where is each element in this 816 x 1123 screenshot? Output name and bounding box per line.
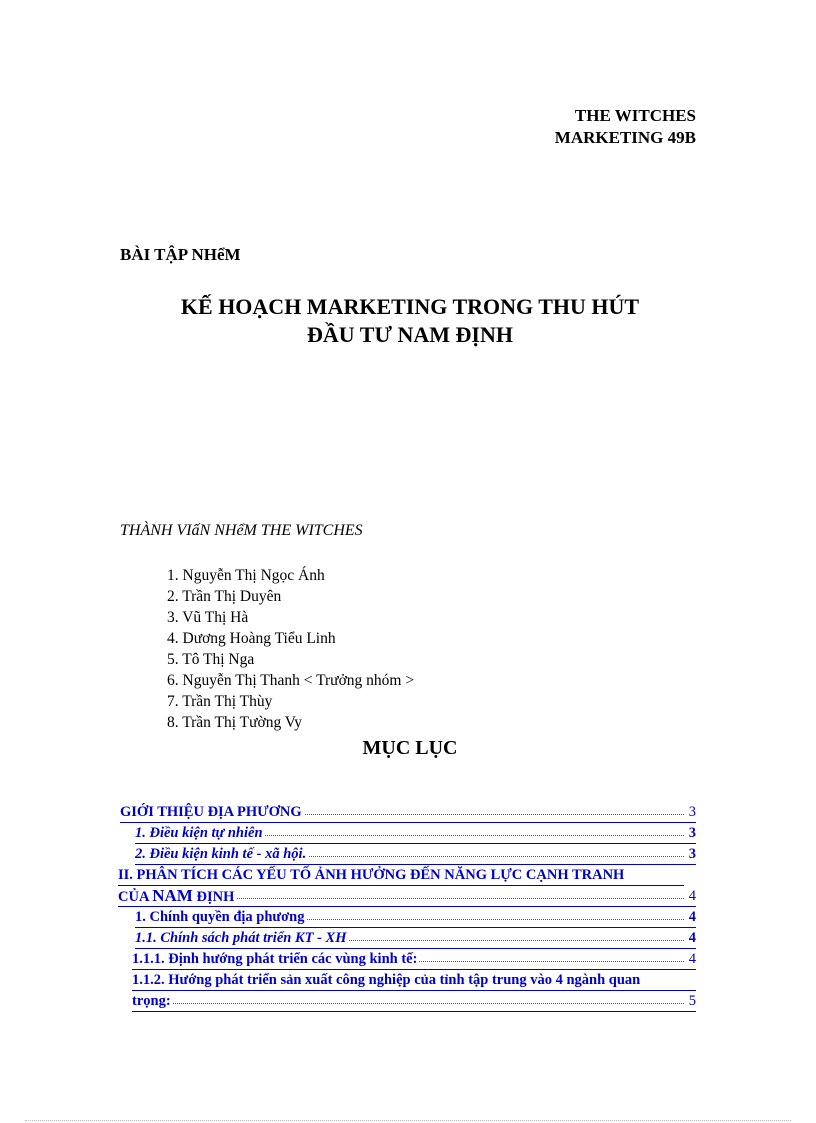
members-list (167, 565, 414, 733)
toc-page-number: 3 (685, 823, 696, 843)
member-item: 7. Trần Thị Thùy (167, 693, 273, 710)
toc-entry-label: 2. Điều kiện kinh tế - xã hội. (135, 846, 307, 862)
toc-page-number: 5 (685, 991, 696, 1011)
class-name: MARKETING 49B (554, 128, 696, 147)
toc-entry-label: 1. Chính quyền địa phương (135, 909, 305, 925)
toc-page-number: 4 (685, 907, 696, 927)
toc-link-huong-phat-trien-cont[interactable] (132, 991, 696, 1012)
toc-page-number: 4 (685, 928, 696, 948)
member-item: 4. Dương Hoàng Tiểu Linh (167, 630, 336, 647)
document-type: BÀI TẬP NHểM (120, 245, 241, 264)
toc-leader-dots (132, 1003, 696, 1004)
toc-link-chinh-sach[interactable] (135, 928, 696, 949)
toc-link-cua-nam-dinh[interactable] (118, 886, 696, 907)
toc-entry-label: CỦA NAM ĐỊNH (118, 886, 235, 905)
toc-entry-label: trọng: (132, 993, 171, 1009)
page-bottom-rule (25, 1120, 791, 1121)
toc-heading: MỤC LỤC (362, 737, 458, 759)
toc-page-number: 4 (685, 949, 696, 969)
toc-link-huong-phat-trien[interactable] (132, 970, 696, 991)
toc-link-chinh-quyen[interactable] (135, 907, 696, 928)
toc-link-gioi-thieu[interactable] (120, 802, 696, 823)
toc-entry-label: II. PHÂN TÍCH CÁC YẾU TỐ ẢNH HƯỞNG ĐẾN NĂNG LỰC CẠNH TRANH (118, 867, 625, 883)
toc-entry-label: 1.1.2. Hướng phát triển sản xuất công nghiệp của tỉnh tập trung vào 4 ngành quan (132, 972, 641, 988)
member-item: 3. Vũ Thị Hà (167, 609, 249, 626)
member-item: 6. Nguyễn Thị Thanh < Trưởng nhóm > (167, 672, 415, 689)
toc-page-number: 4 (685, 886, 696, 906)
toc-entry-label: GIỚI THIỆU ĐỊA PHƯƠNG (120, 804, 302, 820)
member-item: 5. Tô Thị Nga (167, 651, 255, 668)
toc-link-dinh-huong[interactable] (132, 949, 696, 970)
toc-page-number: 3 (685, 844, 696, 864)
toc-entry-label: 1.1.1. Định hướng phát triển các vùng kinh tế: (132, 951, 418, 967)
member-item: 2. Trần Thị Duyên (167, 588, 282, 605)
toc-entry-label: 1.1. Chính sách phát triển KT - XH (135, 930, 347, 946)
toc-entry-label: 1. Điều kiện tự nhiên (135, 825, 263, 841)
toc-link-phan-tich[interactable] (118, 865, 684, 886)
member-item: 8. Trần Thị Tường Vy (167, 714, 303, 731)
toc-link-dieu-kien-kinh-te[interactable] (135, 844, 696, 865)
group-name: THE WITCHES (574, 106, 696, 125)
document-title-line-1: KẾ HOẠCH MARKETING TRONG THU HÚT (180, 294, 640, 319)
document-title-line-2: ĐẦU TƯ NAM ĐỊNH (307, 322, 513, 347)
toc-link-dieu-kien-tu-nhien[interactable] (135, 823, 696, 844)
toc-page-number: 3 (685, 802, 696, 822)
members-heading: THÀNH VIấN NHểM THE WITCHES (120, 522, 363, 539)
member-item: 1. Nguyễn Thị Ngọc Ánh (167, 567, 325, 584)
